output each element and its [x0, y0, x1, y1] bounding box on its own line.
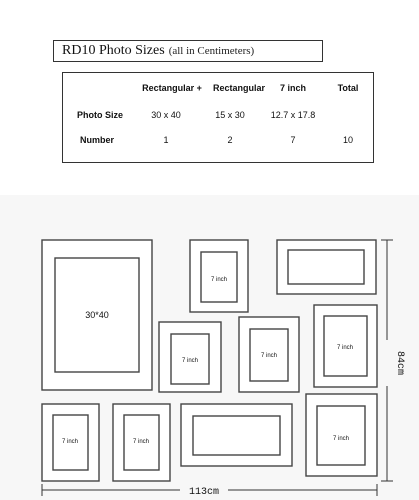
- photo-size-rectangular: 15 x 30: [215, 110, 245, 120]
- number-rectangular-plus: 1: [163, 135, 169, 145]
- label-7-inch: 7 inch: [61, 439, 79, 445]
- photo-size-rectangular-plus: 30 x 40: [151, 110, 181, 120]
- number-rectangular: 2: [227, 135, 233, 145]
- header-rectangular: Rectangular: [212, 83, 266, 93]
- label-7-inch: 7 inch: [260, 353, 278, 359]
- row-label-number: Number: [80, 135, 115, 145]
- height-dimension: 84cm: [394, 350, 405, 376]
- frame-15x30-inner: [288, 250, 364, 284]
- label-7-inch: 7 inch: [332, 436, 350, 442]
- number-total: 10: [342, 135, 354, 145]
- photo-size-7-inch: 12.7 x 17.8: [270, 110, 316, 120]
- frame-15x30-inner: [193, 416, 280, 455]
- label-7-inch: 7 inch: [181, 358, 199, 364]
- header-rectangular-plus: Rectangular +: [142, 83, 202, 93]
- title-main: RD10 Photo Sizes: [62, 43, 165, 58]
- number-7-inch: 7: [290, 135, 296, 145]
- label-7-inch: 7 inch: [210, 277, 228, 283]
- header-7-inch: 7 inch: [279, 83, 307, 93]
- width-dimension: 113cm: [188, 487, 220, 498]
- row-label-photo-size: Photo Size: [77, 110, 124, 120]
- header-total: Total: [337, 83, 359, 93]
- title-subtitle: (all in Centimeters): [168, 45, 255, 57]
- label-7-inch: 7 inch: [336, 345, 354, 351]
- label-7-inch: 7 inch: [132, 439, 150, 445]
- label-30x40: 30*40: [85, 310, 109, 320]
